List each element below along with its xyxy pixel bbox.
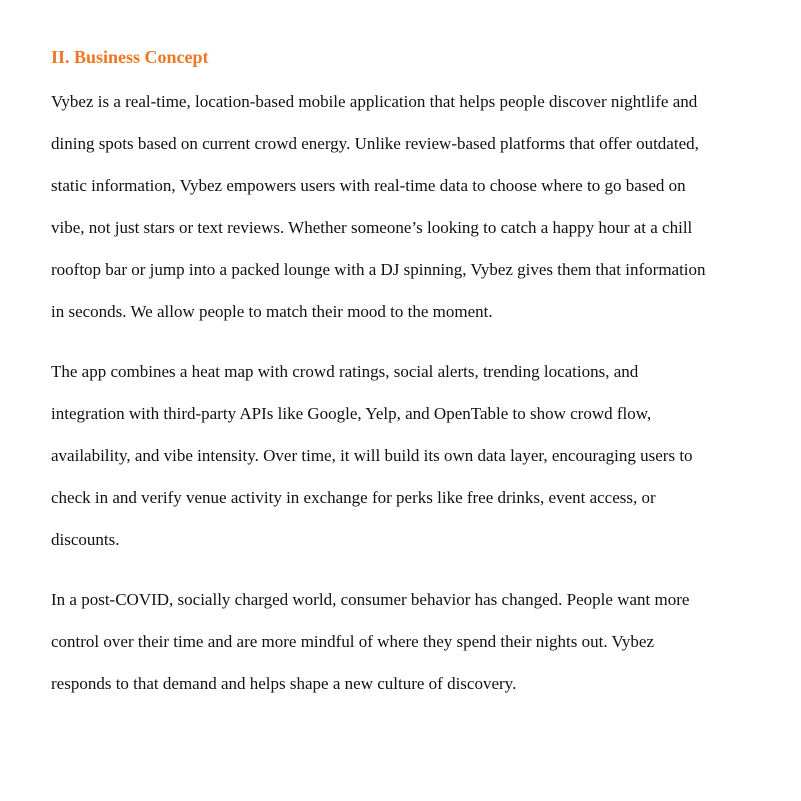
paragraph-line: Vybez is a real-time, location-based mobile application that helps people discover nightlife and xyxy=(51,92,698,111)
paragraph-2 xyxy=(51,351,751,561)
paragraph-line: vibe, not just stars or text reviews. Whether someone’s looking to catch a happy hour at a chill xyxy=(51,218,693,237)
paragraph-line: In a post-COVID, socially charged world, consumer behavior has changed. People want more xyxy=(51,590,690,609)
paragraph-3 xyxy=(51,579,751,705)
paragraph-line: in seconds. We allow people to match their mood to the moment. xyxy=(51,302,493,321)
paragraph-line: static information, Vybez empowers users with real-time data to choose where to go based on xyxy=(51,176,686,195)
paragraph-line: check in and verify venue activity in exchange for perks like free drinks, event access, or xyxy=(51,488,656,507)
paragraph-1 xyxy=(51,81,751,333)
paragraph-line: discounts. xyxy=(51,530,120,549)
section-heading: II. Business Concept xyxy=(51,47,209,67)
paragraph-line: responds to that demand and helps shape a new culture of discovery. xyxy=(51,674,517,693)
paragraph-line: integration with third-party APIs like Google, Yelp, and OpenTable to show crowd flow, xyxy=(51,404,652,423)
document-page xyxy=(51,44,751,723)
paragraph-line: rooftop bar or jump into a packed lounge with a DJ spinning, Vybez gives them that information xyxy=(51,260,706,279)
paragraph-line: dining spots based on current crowd energy. Unlike review-based platforms that offer outdated, xyxy=(51,134,699,153)
paragraph-line: The app combines a heat map with crowd ratings, social alerts, trending locations, and xyxy=(51,362,639,381)
paragraph-line: availability, and vibe intensity. Over time, it will build its own data layer, encouraging users to xyxy=(51,446,693,465)
paragraph-line: control over their time and are more mindful of where they spend their nights out. Vybez xyxy=(51,632,655,651)
